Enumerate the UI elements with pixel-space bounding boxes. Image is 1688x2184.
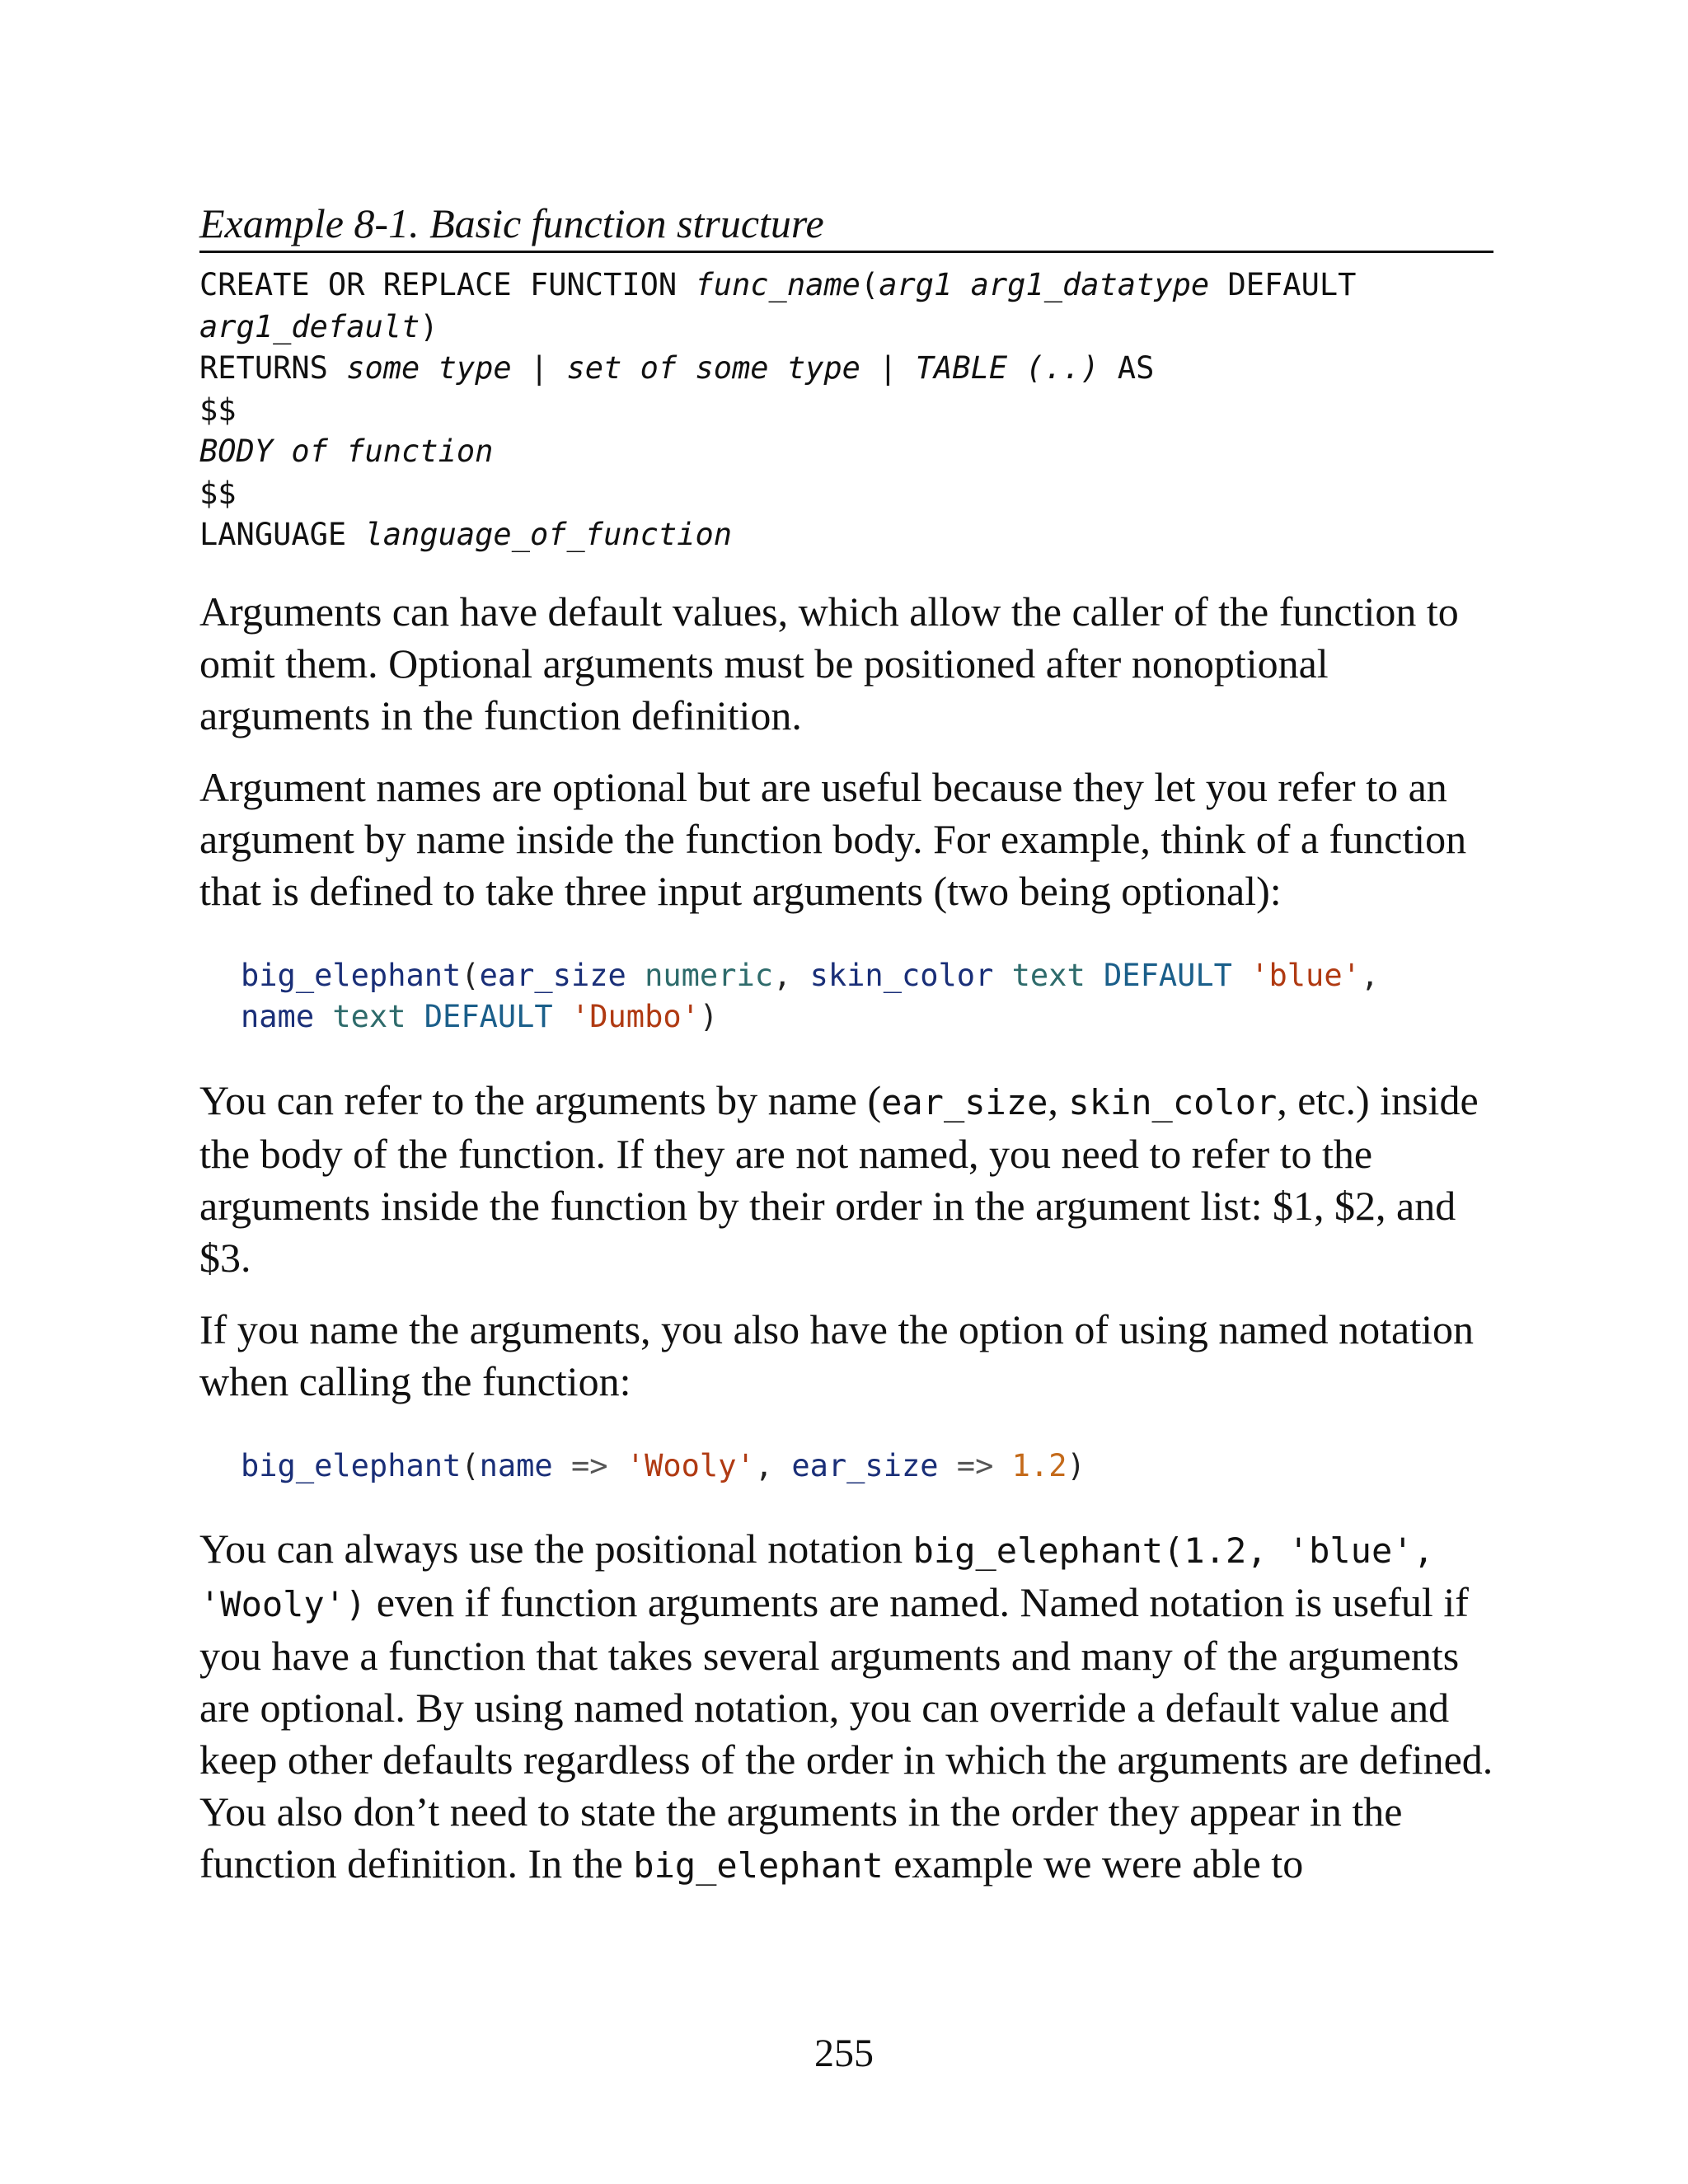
text-run: You can always use the positional notation <box>199 1526 913 1572</box>
code-type: text <box>993 957 1085 993</box>
code-placeholder: func_name <box>695 267 860 302</box>
code-placeholder: language_of_function <box>364 517 733 552</box>
code-string: 'Dumbo' <box>570 999 700 1034</box>
code-text: AS <box>1099 350 1155 386</box>
code-listing-big-elephant-def <box>199 955 1493 1038</box>
code-arg: name <box>479 1447 553 1483</box>
paragraph-positional-notation <box>199 1523 1493 1891</box>
code-punct: ( <box>461 957 480 993</box>
code-text: $$ <box>199 475 237 511</box>
code-text: RETURNS <box>199 350 347 386</box>
code-arg: name <box>241 999 315 1034</box>
code-number: 1.2 <box>1011 1447 1067 1483</box>
code-placeholder: some type | set of some type | TABLE (..) <box>346 350 1100 386</box>
text-run: You can refer to the arguments by name ( <box>199 1076 882 1123</box>
paragraph-default-values: Arguments can have default values, which allow the caller of the function to omit them. Optional arguments must be positioned after nonoptional arguments in the function definition. <box>199 588 1459 738</box>
code-placeholder: BODY of function <box>199 434 494 469</box>
page-number: 255 <box>814 2032 874 2075</box>
code-function-name: big_elephant <box>241 1447 462 1483</box>
code-text: ) <box>420 308 438 344</box>
inline-code: skin_color <box>1068 1081 1278 1122</box>
inline-code: ear_size <box>881 1081 1048 1122</box>
paragraph-refer-by-name <box>199 1075 1493 1284</box>
code-operator: => <box>938 1447 1012 1483</box>
code-placeholder: arg1 arg1_datatype <box>879 267 1210 302</box>
code-string: 'blue' <box>1250 957 1361 993</box>
code-text: CREATE OR REPLACE FUNCTION <box>199 267 696 302</box>
code-keyword: DEFAULT <box>1085 957 1251 993</box>
code-punct: ( <box>461 1447 480 1483</box>
paragraph-named-notation: If you name the arguments, you also have the option of using named notation when calling the function: <box>199 1305 1474 1404</box>
code-function-name: big_elephant <box>241 957 462 993</box>
code-operator: => <box>552 1447 626 1483</box>
inline-code: big_elephant(1.2, 'blue', 'Wooly') <box>199 1530 1434 1624</box>
code-type: text <box>314 999 406 1034</box>
code-type: numeric <box>626 957 774 993</box>
code-text: ( <box>860 267 879 302</box>
code-arg: ear_size <box>479 957 626 993</box>
code-listing-big-elephant-call <box>199 1446 1493 1488</box>
code-text: DEFAULT <box>1209 267 1357 302</box>
code-text: $$ <box>199 391 237 428</box>
code-placeholder: arg1_default <box>199 308 420 344</box>
code-punct: , <box>754 1447 792 1483</box>
code-keyword: DEFAULT <box>406 999 571 1034</box>
code-arg: skin_color <box>809 957 994 993</box>
code-punct: ) <box>699 999 719 1034</box>
text-run: even if function arguments are named. Named notation is useful if you have a function that takes several arguments and many of the arguments are optional. By using named notation, you can override a default value and keep other defaults regardless of the order in which the arguments are defined. You also don’t need to state the arguments in the order they appear in the function definition. In the <box>199 1579 1493 1886</box>
example-caption: Example 8-1. Basic function structure <box>199 198 1493 253</box>
paragraph-argument-names: Argument names are optional but are useful because they let you refer to an argument by name inside the function body. For example, think of a function that is defined to take three input arguments (two being optional): <box>199 763 1467 914</box>
text-run: example we were able to <box>883 1840 1304 1886</box>
text-run: , <box>1048 1076 1069 1123</box>
code-punct: ) <box>1067 1447 1085 1483</box>
inline-code: big_elephant <box>633 1845 884 1886</box>
code-punct: , <box>1360 957 1380 993</box>
code-arg: ear_size <box>791 1447 939 1483</box>
code-string: 'Wooly' <box>626 1447 755 1483</box>
text-run: , etc.) inside the body of the function. If they are not named, you need to refer to the arguments inside the function by their order in the argument list: $1, $2, and $3. <box>199 1076 1479 1281</box>
function-structure-code <box>199 265 1493 556</box>
book-page <box>199 198 1493 1891</box>
code-text: LANGUAGE <box>199 517 365 552</box>
code-punct: , <box>773 957 810 993</box>
